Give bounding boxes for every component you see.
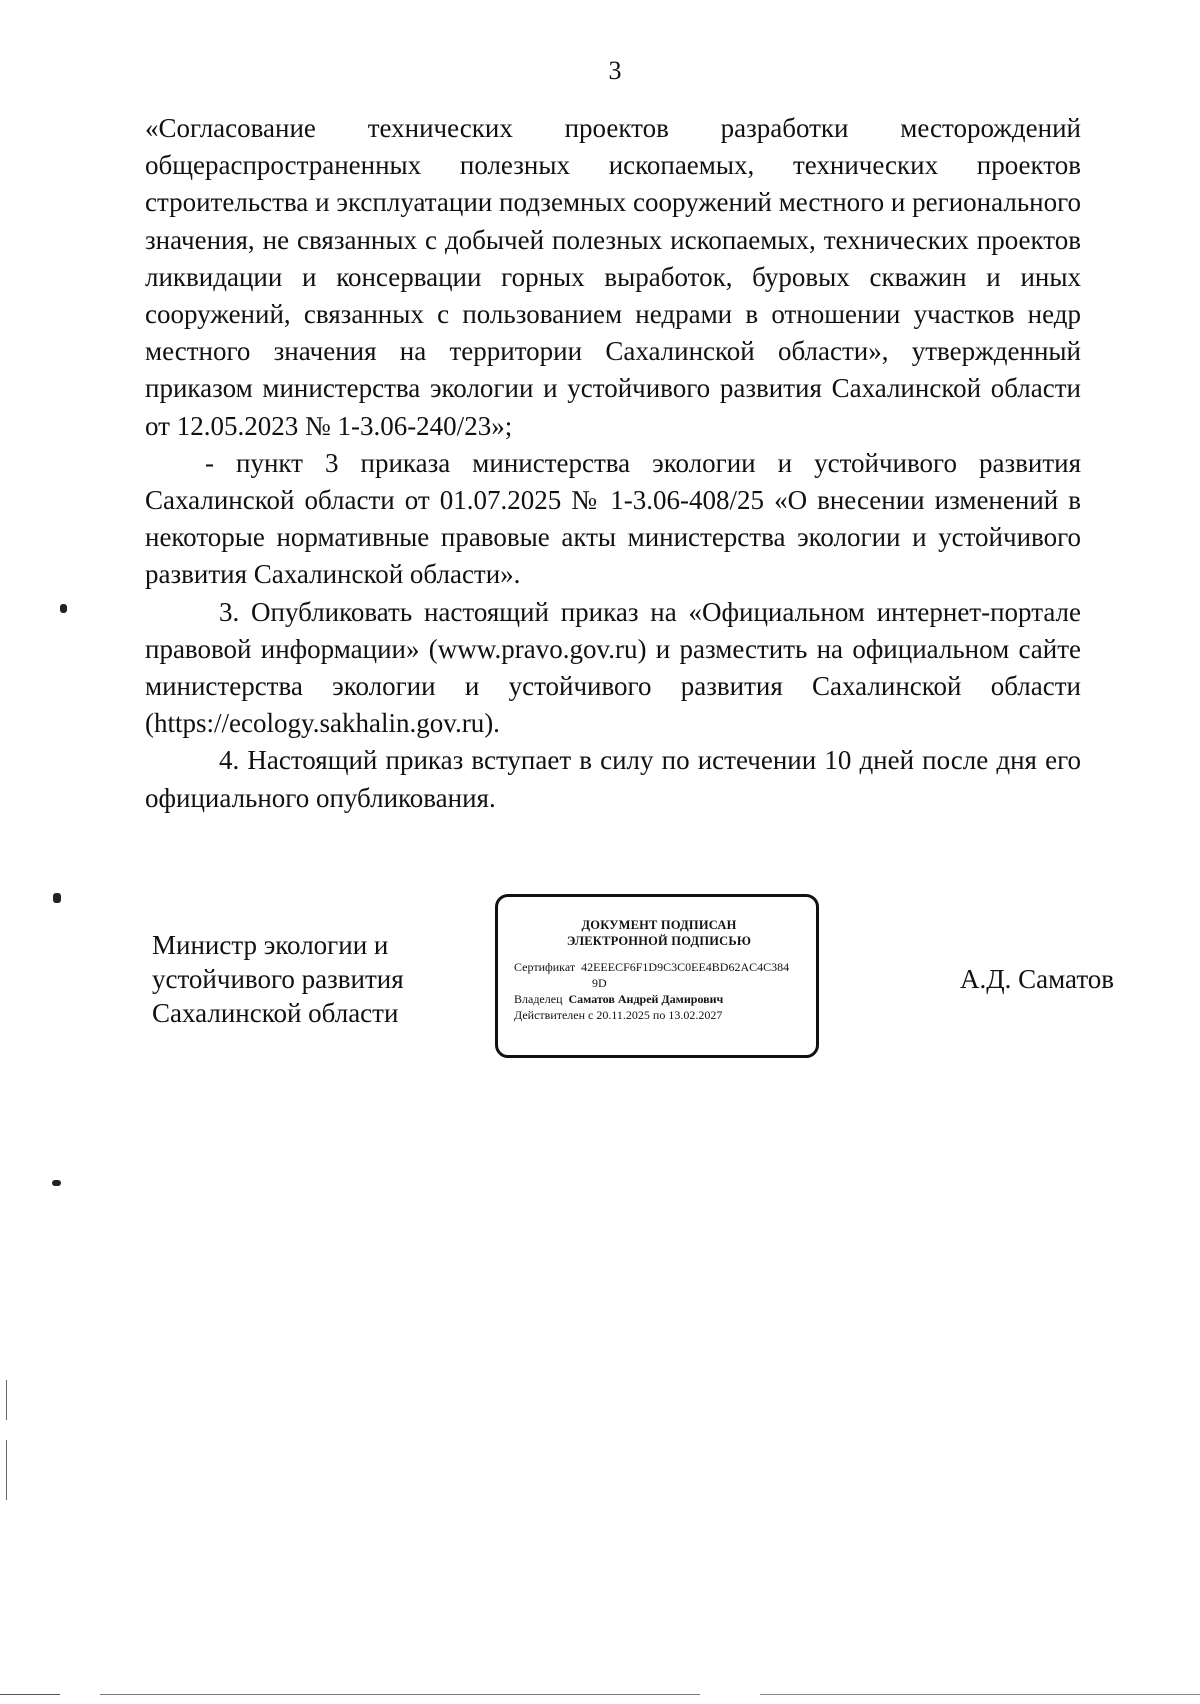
scan-speck	[6, 1380, 7, 1420]
paragraph-publish: 3. Опубликовать настоящий приказ на «Официальном интернет-портале правовой информации» (www.pravo.gov.ru) и разместить на официальном сайте министерства экологии и устойчивого развития Сахалинской области (https://ecology.sakhalin.gov.ru).	[145, 596, 1081, 739]
stamp-title-line: ЭЛЕКТРОННОЙ ПОДПИСЬЮ	[566, 934, 752, 948]
stamp-certificate-label: Сертификат	[514, 960, 576, 974]
signer-position	[152, 928, 452, 1030]
page-number: 3	[608, 56, 622, 85]
paragraph-effective-date: 4. Настоящий приказ вступает в силу по истечении 10 дней после дня его официального опубликования.	[145, 745, 1081, 813]
signer-position-line: Сахалинской области	[152, 998, 399, 1028]
document-body	[145, 110, 1081, 817]
paragraph-item-point-3: - пункт 3 приказа министерства экологии и устойчивого развития Сахалинской области от 01.07.2025 № 1-3.06-408/25 «О внесении изменений в некоторые нормативные правовые акты министерства экологии и устойчивого развития Сахалинской области».	[145, 447, 1081, 590]
stamp-validity: Действителен с 20.11.2025 по 13.02.2027	[514, 1008, 723, 1022]
stamp-certificate-value-cont: 9D	[592, 976, 607, 990]
scan-speck	[60, 604, 67, 613]
scan-edge-line	[0, 1694, 1200, 1695]
scan-speck	[6, 1440, 7, 1500]
signer-position-line: устойчивого развития	[152, 964, 404, 994]
stamp-title-line: ДОКУМЕНТ ПОДПИСАН	[581, 918, 737, 932]
scan-speck	[53, 893, 61, 903]
scan-speck	[52, 1180, 61, 1186]
stamp-owner-label: Владелец	[514, 992, 563, 1006]
stamp-owner	[514, 991, 804, 1007]
signer-name: А.Д. Саматов	[960, 964, 1115, 994]
signer-position-line: Министр экологии и	[152, 930, 389, 960]
stamp-certificate	[514, 959, 804, 975]
stamp-owner-name: Саматов Андрей Дамирович	[568, 992, 724, 1006]
paragraph-regulation-title: «Согласование технических проектов разработки месторождений общераспространенных полезных ископаемых, технических проектов строительства и эксплуатации подземных сооружений местного и регионального значения, не связанных с добычей полезных ископаемых, технических проектов ликвидации и консервации горных выработок, буровых скважин и иных сооружений, связанных с пользованием недрами в отношении участков недр местного значения на территории Сахалинской области», утвержденный приказом министерства экологии и устойчивого развития Сахалинской области от 12.05.2023 № 1-3.06-240/23»;	[145, 113, 1081, 441]
stamp-certificate-value: 42EEECF6F1D9C3C0EE4BD62AC4C384	[581, 960, 790, 974]
electronic-signature-stamp	[495, 894, 819, 1058]
